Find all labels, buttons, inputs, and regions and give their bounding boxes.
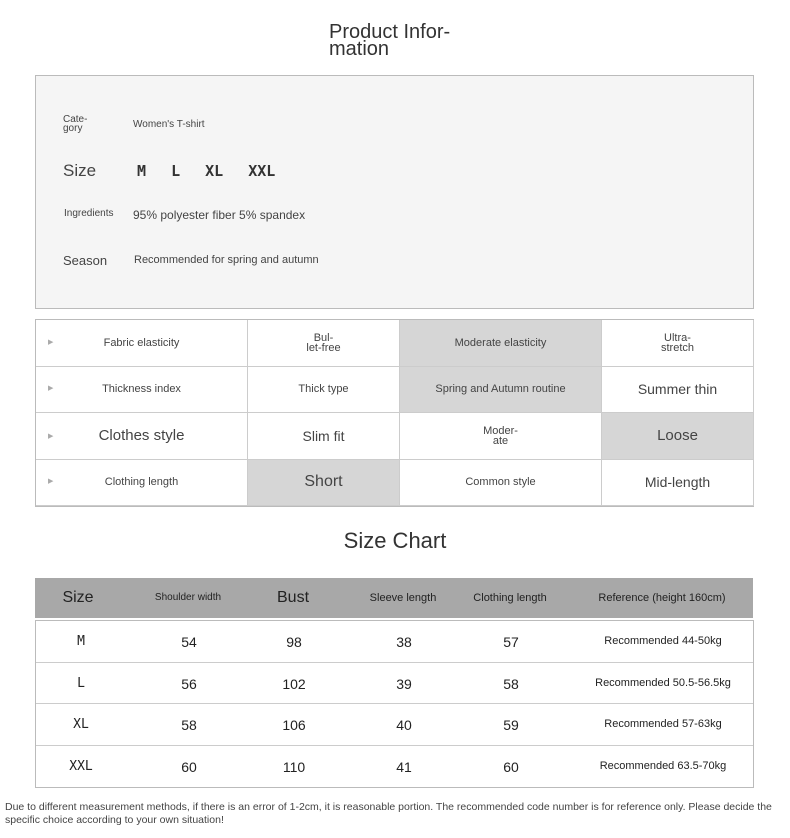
attribute-label: Clothes style (98, 427, 185, 445)
attribute-option-text: Short (304, 473, 343, 491)
size-chart-column-header: Size (62, 589, 94, 606)
attribute-label-cell (36, 413, 248, 460)
size-chart-cell: 60 (181, 758, 197, 775)
size-option: XXL (248, 162, 276, 180)
size-option: L (171, 162, 181, 180)
triangle-icon: ▶ (48, 338, 54, 346)
attribute-label: Thickness index (102, 383, 181, 396)
size-chart-body (35, 620, 754, 788)
attribute-option (602, 460, 754, 507)
size-chart-cell: L (77, 675, 85, 691)
attribute-option-selected (400, 367, 602, 414)
size-label: Size (63, 161, 97, 180)
category-label: Cate- gory (63, 114, 88, 134)
size-chart-cell: 59 (503, 717, 519, 733)
attribute-option (248, 320, 400, 367)
attribute-option-text: Moderate elasticity (454, 336, 547, 349)
size-chart-cell: 38 (396, 634, 412, 650)
attribute-option-text: Spring and Autumn routine (435, 383, 566, 396)
size-chart-row (36, 746, 753, 788)
size-chart-cell: Recommended 57-63kg (604, 718, 722, 730)
size-chart-row (36, 704, 753, 746)
attribute-option-text: Common style (465, 476, 536, 489)
attribute-option-selected (400, 320, 602, 367)
size-chart-cell: 39 (396, 675, 412, 692)
size-chart-cell: M (77, 634, 85, 649)
attribute-option-text: Bul- let-free (306, 331, 341, 354)
product-info-title: Product Infor- mation (329, 21, 451, 60)
size-chart-cell: 110 (282, 758, 306, 775)
attribute-option (248, 413, 400, 460)
size-chart-cell: 40 (396, 717, 412, 733)
attribute-option-text: Moder- ate (483, 424, 518, 447)
size-chart-title: Size Chart (343, 528, 447, 553)
size-chart-cell: Recommended 50.5-56.5kg (595, 676, 731, 689)
product-info-panel (35, 75, 754, 309)
size-chart-cell: Recommended 44-50kg (604, 635, 722, 647)
size-chart-cell: XXL (69, 758, 93, 774)
size-chart-cell: 58 (503, 675, 519, 692)
ingredients-value: 95% polyester fiber 5% spandex (133, 208, 306, 222)
size-chart-cell: 41 (396, 758, 412, 775)
size-option: XL (205, 162, 224, 180)
measurement-note: Due to different measurement methods, if there is an error of 1-2cm, it is reasonable portion. The recommended code number is for reference only. Please decide the specific choice according to your own situation! (5, 801, 772, 826)
triangle-icon: ▶ (48, 478, 54, 486)
ingredients-label: Ingredients (64, 208, 114, 219)
attribute-option-text: Ultra- stretch (660, 331, 694, 354)
size-option: M (137, 162, 147, 180)
season-label: Season (63, 253, 108, 268)
attribute-option-text: Slim fit (302, 427, 345, 444)
attribute-option (602, 367, 754, 414)
attribute-label: Fabric elasticity (103, 336, 180, 349)
triangle-icon: ▶ (48, 432, 54, 440)
attribute-option (248, 367, 400, 414)
size-chart-cell: 57 (503, 634, 519, 650)
attribute-option (400, 460, 602, 507)
attribute-option-text: Loose (657, 427, 698, 445)
season-value: Recommended for spring and autumn (134, 254, 319, 266)
size-chart-cell: XL (73, 717, 89, 732)
size-chart-column-header: Sleeve length (369, 592, 437, 604)
size-chart-row (36, 663, 753, 705)
attribute-option (400, 413, 602, 460)
attribute-option-selected (248, 460, 400, 507)
size-chart-cell: 54 (181, 634, 197, 650)
size-chart-cell: 60 (503, 758, 519, 775)
size-chart-cell: 98 (286, 634, 302, 650)
size-chart-column-header: Bust (276, 589, 310, 606)
size-chart-column-header: Reference (height 160cm) (598, 592, 726, 604)
size-chart-header (35, 578, 753, 618)
attribute-label: Clothing length (104, 476, 179, 489)
size-chart-row (36, 621, 753, 663)
triangle-icon: ▶ (48, 385, 54, 393)
attribute-option-text: Mid-length (644, 474, 711, 491)
attribute-option-text: Thick type (298, 383, 349, 396)
attribute-option-selected (602, 413, 754, 460)
attribute-option (602, 320, 754, 367)
size-chart-cell: Recommended 63.5-70kg (599, 759, 727, 772)
attribute-label-cell (36, 460, 248, 507)
size-chart-column-header: Shoulder width (154, 592, 222, 603)
size-chart-cell: 58 (181, 717, 197, 733)
size-chart-cell: 56 (181, 675, 197, 692)
attribute-label-cell (36, 367, 248, 414)
size-chart-cell: 102 (282, 675, 306, 692)
attribute-option-text: Summer thin (637, 381, 718, 398)
attribute-table (35, 319, 754, 507)
attribute-label-cell (36, 320, 248, 367)
size-chart-column-header: Clothing length (473, 592, 547, 604)
size-chart-cell: 106 (282, 717, 306, 733)
category-value: Women's T-shirt (133, 119, 205, 130)
